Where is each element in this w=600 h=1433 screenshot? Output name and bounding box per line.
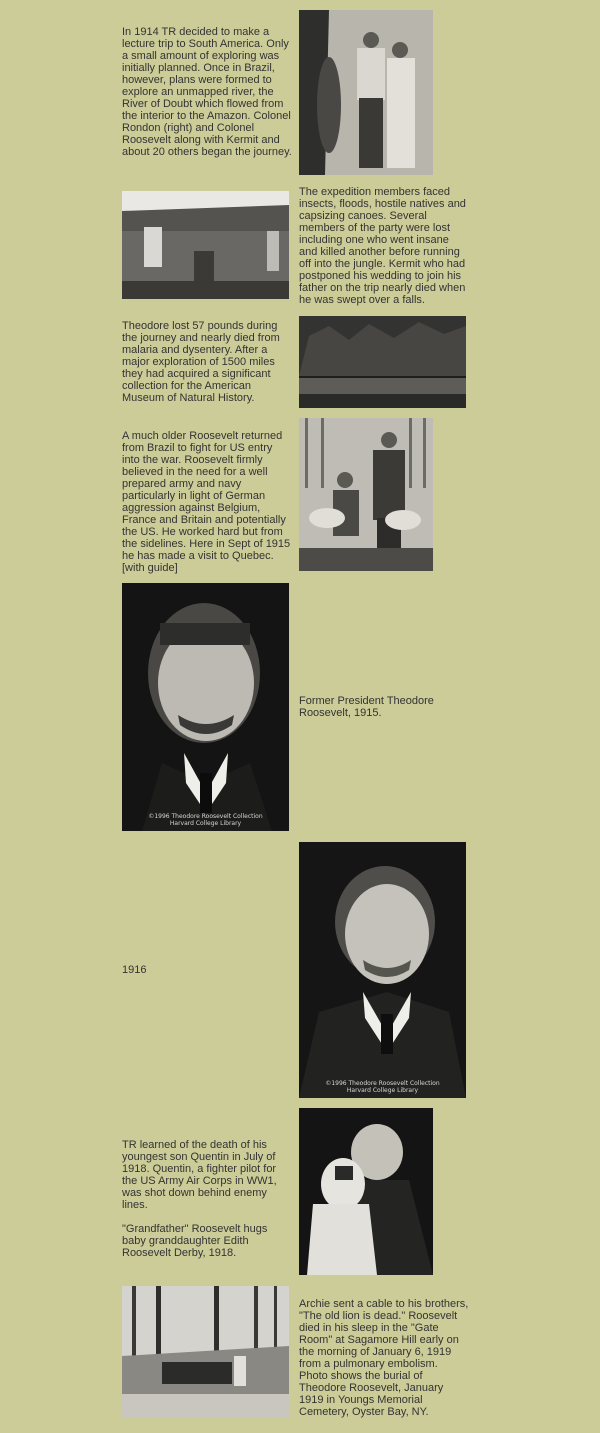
watermark [299, 1080, 466, 1094]
paragraph: TR learned of the death of his youngest son Quentin in July of 1918. Quentin, a fighter pilot for the US Army Air Corps in WW1, was shot down behind enemy lines. [122, 1139, 277, 1211]
section-8-text [299, 1298, 469, 1418]
paragraph: A much older Roosevelt returned from Brazil to fight for US entry into the war. Roosevelt firmly believed in the need for a well prepared army and navy particularly in light of German aggression against Belgium, France and Britain and potentially the US. He worked hard but from the sidelines. Here in Sept of 1915 he has made a visit to Quebec. [with guide] [122, 430, 291, 574]
expedition-hunters-photo [299, 10, 433, 175]
grandfather-hug-photo [299, 1108, 433, 1275]
jungle-trail-photo [122, 191, 289, 299]
paragraph: Theodore lost 57 pounds during the journey and nearly died from malaria and dysentery. After a major exploration of 1500 miles they had acquired a significant collection for the American Museum of Natural History. [122, 320, 280, 404]
quebec-moose-photo [299, 418, 433, 571]
burial-photo [122, 1286, 289, 1417]
roosevelt-1915-portrait [122, 583, 289, 831]
river-expedition-photo [299, 316, 466, 408]
section-4-text [122, 430, 292, 574]
roosevelt-1916-portrait [299, 842, 466, 1098]
paragraph: "Grandfather" Roosevelt hugs baby granddaughter Edith Roosevelt Derby, 1918. [122, 1223, 268, 1259]
paragraph: 1916 [122, 964, 147, 976]
paragraph: Former President Theodore Roosevelt, 1915. [299, 695, 434, 719]
section-2-text [299, 186, 469, 306]
paragraph: Archie sent a cable to his brothers, "The old lion is dead." Roosevelt died in his sleep in the "Gate Room" at Sagamore Hill early on the morning of January 6, 1919 from a pulmonary embolism. Photo shows the burial of Theodore Roosevelt, January 1919 in Youngs Memorial Cemetery, Oyster Bay, NY. [299, 1298, 469, 1418]
watermark-line: ©1996 Theodore Roosevelt Collection [148, 813, 263, 820]
section-7-text [122, 1139, 292, 1259]
watermark-line: Harvard College Library [346, 1087, 419, 1094]
watermark-line: Harvard College Library [169, 820, 242, 827]
paragraph: The expedition members faced insects, floods, hostile natives and capsizing canoes. Several members of the party were lost including one who went insane and killed another before running off into the jungle. Kermit who had postponed his wedding to join his father on the trip nearly died when he was swept over a falls. [299, 186, 466, 306]
watermark-line: ©1996 Theodore Roosevelt Collection [325, 1080, 440, 1087]
section-5-text [299, 695, 469, 719]
section-3-text [122, 320, 292, 404]
section-6-text [122, 964, 292, 976]
section-1-text [122, 26, 292, 158]
watermark [122, 813, 289, 827]
paragraph: In 1914 TR decided to make a lecture trip to South America. Only a small amount of exploring was initially planned. Once in Brazil, however, plans were formed to explore an unmapped river, the River of Doubt which flowed from the interior to the Amazon. Colonel Rondon (right) and Colonel Roosevelt along with Kermit and about 20 others began the journey. [122, 26, 292, 158]
